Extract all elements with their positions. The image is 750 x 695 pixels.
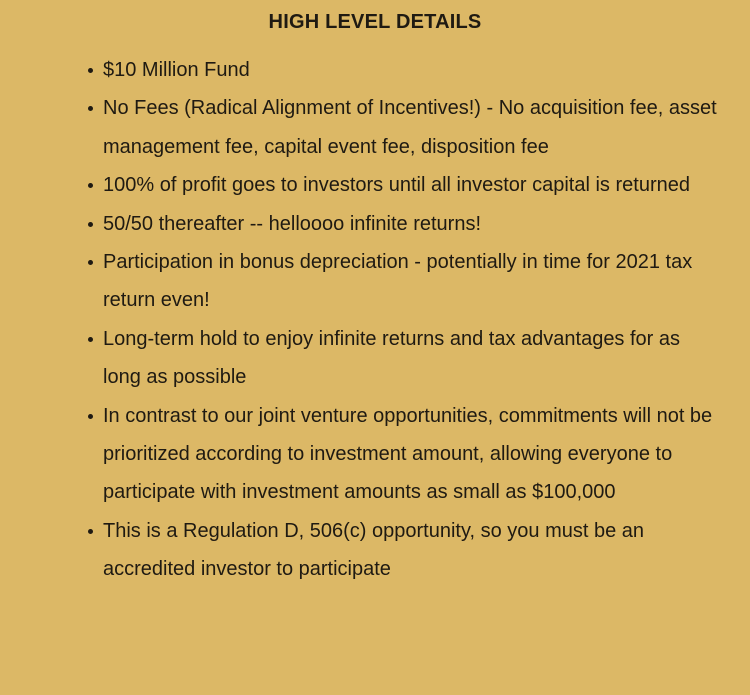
list-item-text: No Fees (Radical Alignment of Incentives!) - No acquisition fee, asset management fee, capital event fee, disposition fee bbox=[103, 97, 717, 158]
list-item-text: $10 Million Fund bbox=[103, 59, 250, 81]
list-item bbox=[88, 320, 718, 397]
list-item-text: 100% of profit goes to investors until all investor capital is returned bbox=[103, 174, 690, 197]
list-item-text: Participation in bonus depreciation - potentially in time for 2021 tax return even! bbox=[103, 251, 693, 312]
bullet-icon bbox=[88, 68, 93, 73]
list-item bbox=[88, 51, 718, 89]
list-item bbox=[88, 205, 718, 243]
list-item bbox=[88, 89, 718, 166]
bullet-icon bbox=[88, 414, 93, 419]
bullet-icon bbox=[88, 337, 93, 342]
bullet-icon bbox=[88, 106, 93, 111]
list-item bbox=[88, 243, 718, 320]
bullet-icon bbox=[88, 222, 93, 227]
list-item-text: In contrast to our joint venture opportunities, commitments will not be prioritized according to investment amount, allowing everyone to participate with investment amounts as small as $100,000 bbox=[103, 404, 713, 504]
list-item-text: This is a Regulation D, 506(c) opportunity, so you must be an accredited investor to participate bbox=[103, 519, 645, 581]
list-item-text: 50/50 thereafter -- helloooo infinite returns! bbox=[103, 212, 481, 235]
details-list bbox=[0, 51, 718, 589]
list-item bbox=[88, 512, 718, 589]
list-item bbox=[88, 166, 718, 204]
bullet-icon bbox=[88, 529, 93, 534]
list-item bbox=[88, 397, 718, 512]
bullet-icon bbox=[88, 260, 93, 265]
page-title: HIGH LEVEL DETAILS bbox=[268, 11, 482, 33]
bullet-icon bbox=[88, 183, 93, 188]
list-item-text: Long-term hold to enjoy infinite returns and tax advantages for as long as possible bbox=[103, 327, 681, 389]
